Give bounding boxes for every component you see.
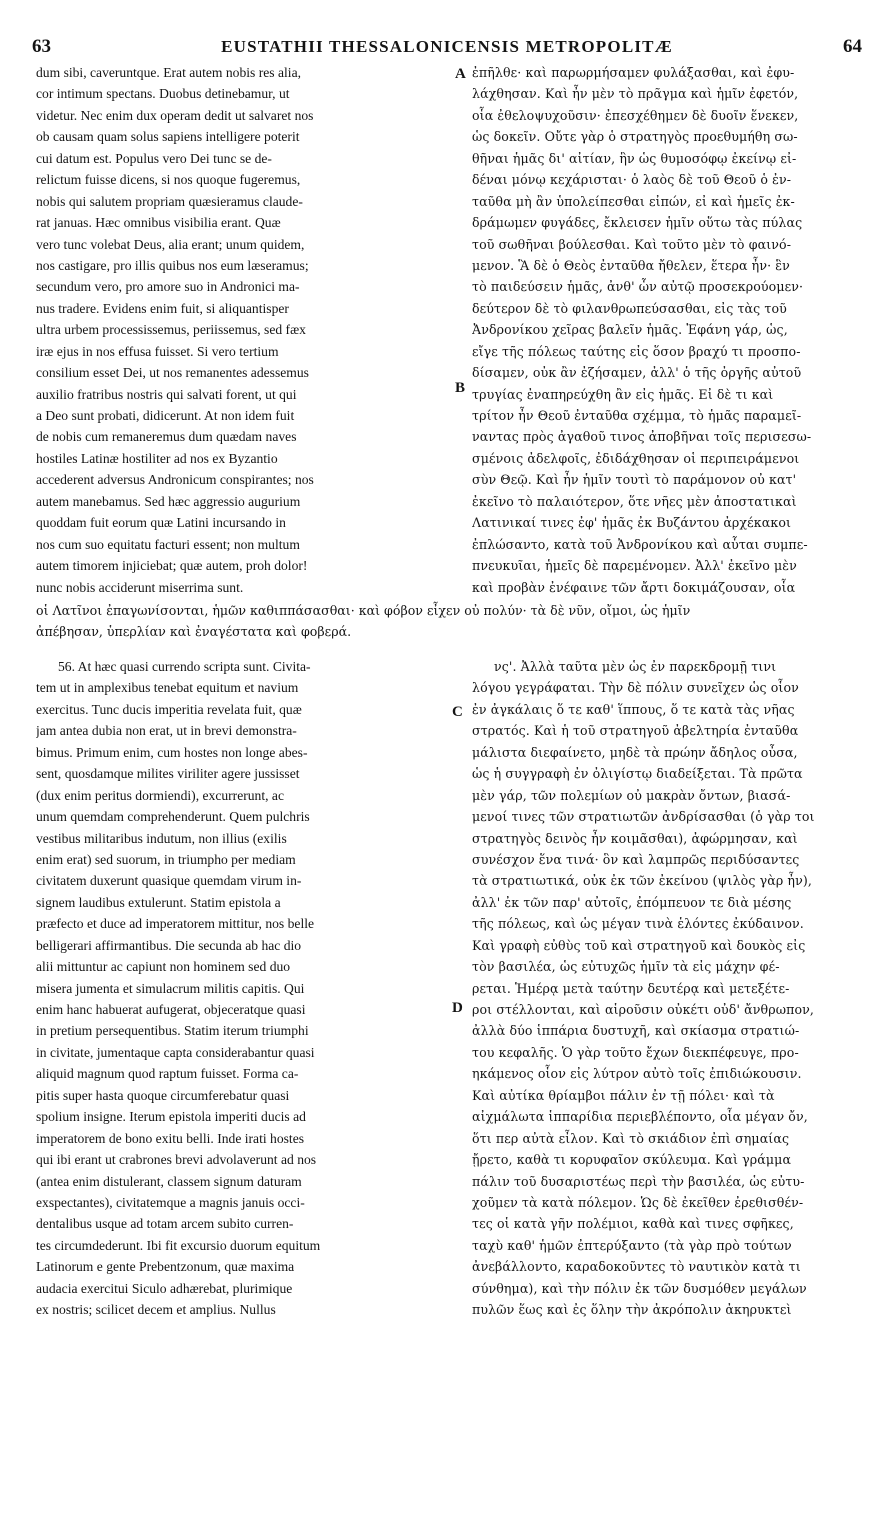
latin-text-line: secundum vero, pro amore suo in Andronici ma- [36,279,300,295]
greek-text-line: μάλιστα διεφαίνετο, μηδὲ τὰ πρώην ἄδηλος οὖσα, [472,744,798,760]
greek-text-line: ροι στέλλονται, καὶ αἱροῦσιν οὐκέτι οὐδ' ἄνθρωπον, [472,1002,814,1017]
greek-text-line: δράμωμεν φυγάδες, ἔκλεισεν ἡμῖν οὕτω τὰς πύλας [472,215,803,231]
greek-text-line: νς'. Ἀλλὰ ταῦτα μὲν ὡς ἐν παρεκδρομῇ τινι [494,659,777,674]
latin-text-line: imperatorem de bono exitu belli. Inde irati hostes [36,1130,305,1146]
latin-text-line: vestibus militaribus indutum, non illius (exilis [36,830,287,846]
greek-text-line: ἀλλὰ δύο ἱππάρια δυστυχῆ, καὶ σκίασμα στρατιώ- [472,1023,800,1039]
margin-marker-b: B [455,380,466,396]
greek-text-line: εἴγε τῆς πόλεως ταύτης εἰς ὅσον βραχύ τι προσπο- [472,343,801,359]
page-number-left: 63 [32,36,51,57]
greek-text-line: χοῦμεν τὰ κατὰ πόλεμον. Ὡς δὲ ἐκεῖθεν ἐρεθισθέν- [472,1194,804,1210]
greek-text-line: δίσαμεν, οὐκ ἂν ἐζήσαμεν, ἀλλ' ὁ τῆς ὀργῆς αὐτοῦ [472,365,802,381]
latin-text-line: accederent adversus Andronicum conspirantes; nos [36,472,314,488]
greek-text-line: στρατός. Καὶ ἡ τοῦ στρατηγοῦ ἀβελτηρία ἐνταῦθα [472,723,799,739]
greek-text-line: τες οἱ κατὰ γῆν πολέμιοι, καθὰ καὶ τινες σφῆκες, [472,1216,794,1232]
latin-text-line: tem ut in amplexibus tenebat equitum et navium [36,680,299,696]
latin-text-line: a Deo sunt probati, didicerunt. At non idem fuit [36,408,295,423]
greek-column-2 [472,656,870,1321]
latin-text-line: autem timorem injiciebat; quæ autem, proh dolor! [36,558,308,574]
latin-text-line: cor intimum spectans. Duobus detinebamur, ut [36,86,290,102]
latin-text-line: belligerari affirmantibus. Die secunda ab hac dio [36,937,302,953]
greek-text-line: πνευκυῖαι, ἡμεῖς δὲ παρεμένομεν. Ἀλλ' ἐκεῖνο μὲν [472,558,797,574]
latin-text-line: ex nostris; scilicet decem et amplius. Nullus [36,1302,276,1318]
latin-text-line: jam antea dubia non erat, ut in brevi demonstra- [36,723,297,739]
greek-text-line: τὸν βασιλέα, ὡς εὐτυχῶς ἡμῖν τὰ εἰς μάχην φέ- [472,959,780,975]
greek-text-line: ὡς δοκεῖν. Οὔτε γὰρ ὁ στρατηγὸς προεθυμήθη σω- [472,129,798,145]
greek-text-line: δεύτερον δὲ τὸ φιλανθρωπεύσασθαι, εἰς τὰς τοῦ [472,300,787,316]
greek-text-line: τρίτον ἦν Θεοῦ ἐνταῦθα σχέμμα, τὸ ἡμᾶς παραμεῖ- [472,408,802,423]
latin-text-line: signem laudibus extulerunt. Statim epistola a [36,894,281,910]
latin-text-line: sent, quosdamque milites viriliter agere jussisset [36,766,300,782]
greek-text-line: τοῦ σωθῆναι βούλεσθαι. Καὶ τοῦτο μὲν τὸ φαινό- [472,236,792,252]
latin-text-line: aliquid magnum quod raptum fuisset. Forma ca- [36,1066,299,1082]
greek-text-line: μενον. Ἃ δὲ ὁ Θεὸς ἐνταῦθα ἤθελεν, ἕτερα ἦν· ἓν [472,257,790,273]
greek-text-line: πυλῶν ἕως καὶ ἐς ὅλην τὴν ἀκρόπολιν ἀκηρυκτεὶ [472,1302,792,1318]
latin-text-line: in civitate, jumentaque capta considerabantur quasi [36,1044,315,1060]
latin-text-line: auxilio fratribus nostris qui salvati forent, ut qui [36,386,297,402]
greek-text-line: οἱ Λατῖνοι ἐπαγωνίσονται, ἡμῶν καθιππάσασθαι· καὶ φόβον εἶχεν οὐ πολύν· τὰ δὲ νῦν, οἴμοι, ὡς ἡμῖν [36,603,691,618]
latin-text-line: hostiles Latinæ hostiliter ad nos ex Byzantio [36,450,278,466]
greek-text-line: πάλιν τοῦ δυσαριστέως περὶ τὴν βασιλέα, ὡς εὐτυ- [472,1173,805,1189]
latin-text-line: relictum fuisse dicens, si nos quoque fugeremus, [36,172,301,188]
latin-text-line: (dux enim peritus dormiendi), excurrerunt, ac [36,787,284,803]
greek-text-line: ὅτι περ αὐτὰ εἶλον. Καὶ τὸ σκιάδιον ἐπὶ σημαίας [472,1130,790,1146]
greek-text-line: σύνθημα), καὶ τὴν πόλιν ἐκ τῶν δυσμόθεν μεγάλων [472,1280,807,1296]
greek-text-line: τὰ στρατιωτικά, οὐκ ἐκ τῶν ἐκείνου (ψιλὸς γὰρ ἦν), [472,873,812,889]
latin-text-line: audacia exercitui Siculo adhærebat, plurimique [36,1280,293,1296]
greek-column-1 [472,62,870,598]
greek-text-line: ἐπλώσαντο, κατὰ τοῦ Ἀνδρονίκου καὶ αὗται συμπε- [472,536,808,552]
greek-text-line: ρεται. Ἡμέρᾳ μετὰ ταύτην δευτέρᾳ καὶ μετεξέτε- [472,980,790,996]
greek-text-line: σὺν Θεῷ. Καὶ ἦν ἡμῖν τουτὶ τὸ παράμονον οὐ κατ' [472,472,797,488]
latin-text-line: videtur. Nec enim dux operam dedit ut salvaret nos [36,107,314,123]
latin-text-line: dentalibus usque ad totam arcem subito curren- [36,1216,294,1232]
latin-text-line: præfecto et duce ad imperatorem mittitur, nos belle [36,916,315,932]
latin-text-line: consilium esset Dei, ut nos remanentes adessemus [36,365,309,381]
greek-text-line: Ἀνδρονίκου χεῖρας βαλεῖν ἡμᾶς. Ἐφάνη γάρ, ὡς, [472,322,788,338]
latin-text-line: in pretium persequentibus. Statim iterum triumphi [36,1023,309,1039]
greek-text-line: ναντας πρὸς ἀγαθοῦ τινος ἀποβῆναι τοῖς περισεσω- [472,429,812,445]
greek-text-line: ἐν ἀγκάλαις ὅ τε καθ' ἵππους, ὅ τε κατὰ τὰς νῆας [472,701,795,717]
latin-text-line: iræ ejus in nos effusa fuisset. Si vero tertium [36,343,279,359]
greek-text-line: ἐκεῖνο τὸ παλαιότερον, ὅτε νῆες μὲν ἀποστατικαὶ [472,493,797,509]
greek-text-line: αἰχμάλωτα ἱππαρίδια περιεβλέποντο, οἷα μέγαν ὄν, [472,1109,808,1125]
greek-text-line: λάχθησαν. Καὶ ἦν μὲν τὸ πρᾶγμα καὶ ἡμῖν ἐφετόν, [472,86,799,102]
latin-text-line: exercitus. Tunc ducis imperitia revelata fuit, quæ [36,701,302,717]
latin-text-line: pitis super hasta quoque circumferebatur quasi [36,1087,290,1103]
latin-text-line: nobis qui salutem propriam quæsieramus claude- [36,193,303,209]
greek-text-line: ηκάμενος οἷον εἰς λύτρον αὐτὸ τοῖς ἐπιδιώκουσιν. [472,1066,802,1082]
greek-text-line: στρατηγὸς δεινὸς ἦν κοιμᾶσθαι), ἀφώρμησαν, καὶ [472,830,798,846]
greek-text-line: δέναι μόνῳ κεχάρισται· ὁ λαὸς δὲ τοῦ Θεοῦ ὁ ἐν- [472,172,792,188]
latin-text-line: autem manebamus. Sed hæc aggressio augurium [36,493,301,509]
latin-text-line: unum quemdam comprehenderunt. Quem pulchris [36,809,310,825]
latin-text-line: nus tradere. Evidens enim fuit, si aliquantisper [36,300,289,316]
greek-text-line: θῆναι ἡμᾶς δι' αἰτίαν, ἣν ὡς θυμοσόφῳ ἐκείνῳ εἰ- [472,150,797,166]
latin-text-line: bimus. Primum enim, cum hostes non longe abes- [36,744,308,760]
greek-full-width-lines [36,600,870,643]
latin-text-line: nos castigare, pro illis quibus nos eum læseramus; [36,257,309,273]
latin-text-line: enim hanc habuerat aufugerat, objeceratque quasi [36,1002,306,1017]
greek-text-line: ἐπῆλθε· καὶ παρωρμήσαμεν φυλάξασθαι, καὶ ἐφυ- [472,65,795,80]
latin-text-line: ultra urbem processissemus, periissemus, sed fæx [36,322,306,338]
greek-text-line: Καὶ γραφὴ εὐθὺς τοῦ καὶ στρατηγοῦ καὶ δουκὸς εἰς [472,937,806,953]
greek-text-line: Λατινικαί τινες ἐφ' ἡμᾶς ἐκ Βυζάντου ἀρχέκακοι [472,515,792,531]
latin-column-2 [36,656,448,1321]
greek-text-line: τρυγίας ἐναπηρεύχθη ἂν εἰς ἡμᾶς. Εἰ δὲ τι καὶ [472,386,774,402]
greek-text-line: ταῦθα μὴ ἂν ὑπολείπεσθαι εἰπών, εἰ καὶ ἡμεῖς ἐκ- [472,193,795,209]
greek-text-line: ἀπέβησαν, ὑπερλίαν καὶ ἐναγέστατα καὶ φοβερά. [36,624,352,640]
latin-text-line: enim erat) sed suorum, in triumpho per mediam [36,851,296,867]
greek-text-line: ἀλλ' ἐκ τῶν παρ' αὐτοῖς, ἐπόμπευον τε διὰ μέσης [472,894,792,910]
latin-text-line: de nobis cum remaneremus dum quædam naves [36,429,297,445]
latin-text-line: ob causam quam solus sapiens intelligere poterit [36,129,300,145]
latin-column-1 [36,62,448,598]
margin-marker-a: A [455,66,466,82]
running-title: EUSTATHII THESSALONICENSIS METROPOLITÆ [221,37,673,56]
greek-text-line: ὡς ἡ συγγραφὴ ἐν ὀλιγίστῳ διαδείξεται. Τὰ πρῶτα [472,766,803,782]
latin-text-line: (antea enim distulerant, classem signum daturam [36,1173,302,1189]
greek-text-line: του κεφαλῆς. Ὁ γὰρ τοῦτο ἔχων διεκπέφευγε, προ- [472,1044,799,1060]
latin-text-line: qui ibi erant ut crabrones brevi advolaverunt ad nos [36,1152,317,1168]
latin-text-line: cui datum est. Populus vero Dei tunc se de- [36,150,272,166]
latin-text-line: tes circumdederunt. Ibi fit excursio duorum equitum [36,1237,321,1253]
greek-text-line: μενοί τινες τῶν στρατιωτῶν ἀνδρίσασθαι (ὁ γὰρ τοι [472,809,815,825]
greek-text-line: μὲν γάρ, τῶν πολεμίων οὐ μακρὰν ὄντων, βιασά- [472,787,791,803]
latin-text-line: alii mittuntur ac capiunt non hominem sed duo [36,959,291,975]
latin-text-line: quoddam fuit eorum quæ Latini incursando in [36,515,286,531]
latin-text-line: Latinorum e gente Prebentzonum, quæ maxima [36,1259,295,1275]
greek-text-line: Καὶ αὐτίκα θρίαμβοι πάλιν ἐν τῇ πόλει· καὶ τὰ [472,1087,775,1103]
greek-text-line: οἷα ἐθελοψυχοῦσιν· ἐπεσχέθημεν δὲ δυοῖν ἕνεκεν, [472,107,799,123]
greek-text-line: καὶ προβὰν ἐνέφαινε τῶν ἄρτι δοκιμάζουσαν, οἷα [472,579,796,595]
latin-text-line: rat januas. Hæc omnibus visibilia erant. Quæ [36,215,281,231]
latin-text-line: exspectantes), civitatemque a magnis januis occi- [36,1194,305,1210]
latin-text-line: spolium insigne. Iterum epistola imperiti ducis ad [36,1109,306,1125]
margin-marker-c: C [452,704,463,720]
latin-text-line: 56. At hæc quasi currendo scripta sunt. Civita- [58,659,311,674]
latin-text-line: vero tunc volebat Deus, alia erant; unum quidem, [36,236,305,252]
greek-text-line: σμένοις ἀδελφοῖς, ἐδιδάχθησαν οἱ περιπειράμενοι [472,450,800,466]
greek-text-line: τὸ παιδεύσειν ἡμᾶς, ἀνθ' ὧν αὐτῷ προσεκρούομεν· [472,279,804,295]
latin-text-line: misera jumenta et simulacrum militis capitis. Qui [36,980,305,996]
page-number-right: 64 [843,36,862,57]
greek-text-line: λόγου γεγράφαται. Τὴν δὲ πόλιν συνεῖχεν ὡς οἷον [472,680,799,696]
greek-text-line: τῆς πόλεως, καὶ ὡς μέγαν τινὰ ἑλόντες ἐκύδαινον. [472,916,804,932]
greek-text-line: συνέσχον ἕνα τινά· ὃν καὶ λαμπρῶς περιδύσαντες [472,851,800,867]
greek-text-line: ταχὺ καθ' ἡμῶν ἐπτερύξαντο (τὰ γὰρ πρὸ τούτων [472,1237,792,1253]
margin-marker-d: D [452,1000,463,1016]
latin-text-line: nunc nobis acciderunt miserrima sunt. [36,579,244,595]
greek-text-line: ᾔρετο, καθὰ τι κορυφαῖον σκύλευμα. Καὶ γράμμα [472,1152,792,1168]
latin-text-line: nos cum suo equitatu facturi essent; non multum [36,536,300,552]
latin-text-line: civitatem duxerunt quasique quemdam virum in- [36,873,302,889]
latin-text-line: dum sibi, caveruntque. Erat autem nobis res alia, [36,65,301,80]
greek-text-line: ἀνεβάλλοντο, καραδοκοῦντες τὸ ναυτικὸν κατὰ τι [472,1259,801,1275]
